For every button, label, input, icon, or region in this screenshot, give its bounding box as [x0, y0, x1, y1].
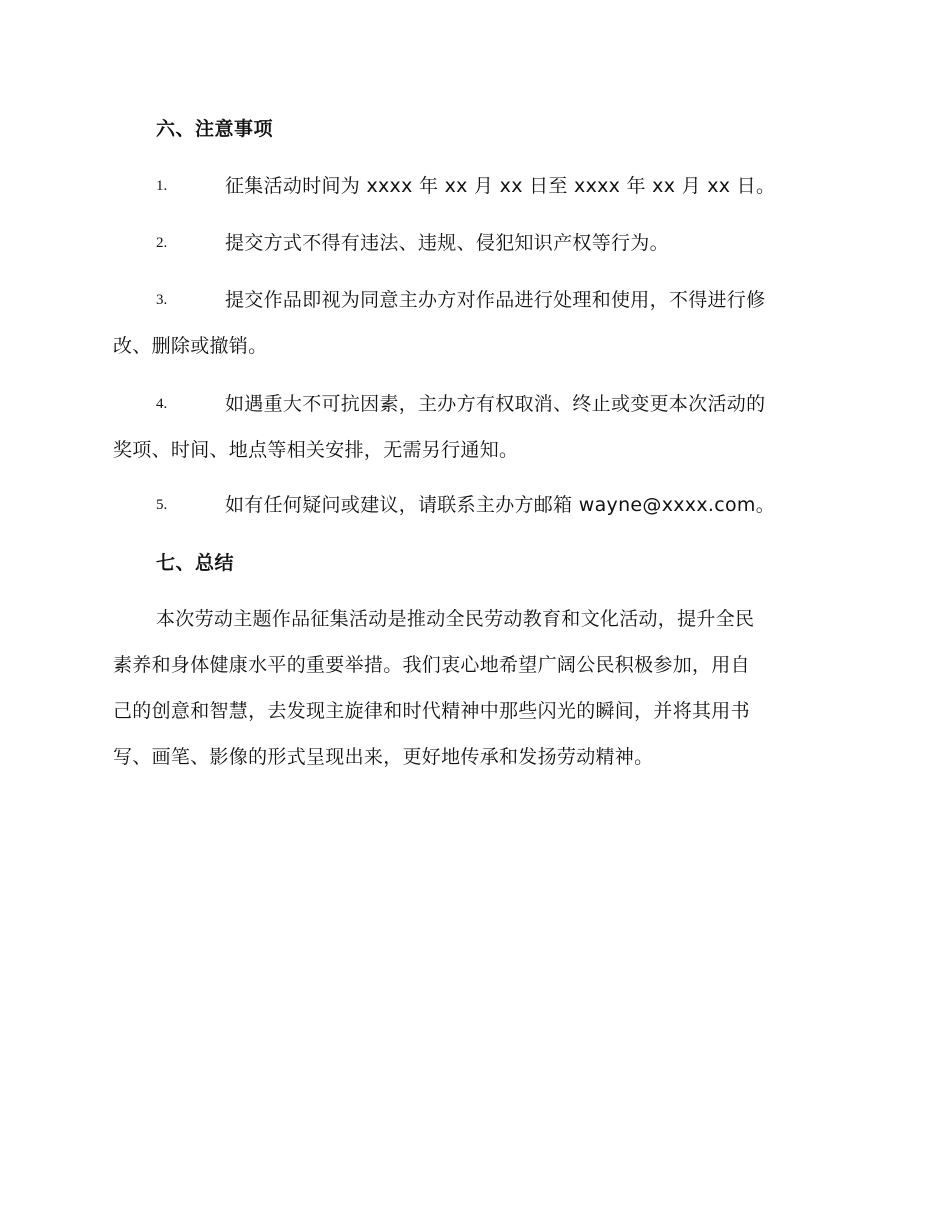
notes-item-1 — [113, 163, 833, 209]
summary-paragraph — [113, 596, 833, 780]
list-item-text: 如有任何疑问或建议，请联系主办方邮箱 wayne@xxxx.com。 — [225, 494, 775, 516]
notes-item-2 — [113, 220, 833, 266]
list-number: 4. — [156, 396, 168, 412]
section-heading-summary: 七、总结 — [156, 552, 235, 574]
notes-item-5 — [113, 482, 833, 528]
list-item-text-continued: 改、删除或撤销。 — [113, 335, 268, 357]
list-item-text: 征集活动时间为 xxxx 年 xx 月 xx 日至 xxxx 年 xx 月 xx 日。 — [225, 175, 776, 197]
list-item-text: 提交方式不得有违法、违规、侵犯知识产权等行为。 — [225, 232, 669, 254]
notes-item-3 — [113, 277, 833, 369]
list-number: 5. — [156, 497, 168, 513]
list-number: 3. — [156, 292, 168, 308]
list-number: 1. — [156, 178, 168, 194]
list-number: 2. — [156, 235, 168, 251]
list-item-text: 提交作品即视为同意主办方对作品进行处理和使用，不得进行修 — [225, 289, 766, 311]
summary-line: 写、画笔、影像的形式呈现出来，更好地传承和发扬劳动精神。 — [113, 746, 654, 768]
section-heading-notes: 六、注意事项 — [156, 118, 274, 140]
list-item-text-continued: 奖项、时间、地点等相关安排，无需另行通知。 — [113, 439, 519, 461]
list-item-text: 如遇重大不可抗因素，主办方有权取消、终止或变更本次活动的 — [225, 393, 766, 415]
summary-line: 素养和身体健康水平的重要举措。我们衷心地希望广阔公民积极参加，用自 — [113, 654, 750, 676]
summary-line: 本次劳动主题作品征集活动是推动全民劳动教育和文化活动，提升全民 — [156, 608, 755, 630]
summary-line: 己的创意和智慧，去发现主旋律和时代精神中那些闪光的瞬间，并将其用书 — [113, 700, 750, 722]
notes-item-4 — [113, 381, 833, 473]
